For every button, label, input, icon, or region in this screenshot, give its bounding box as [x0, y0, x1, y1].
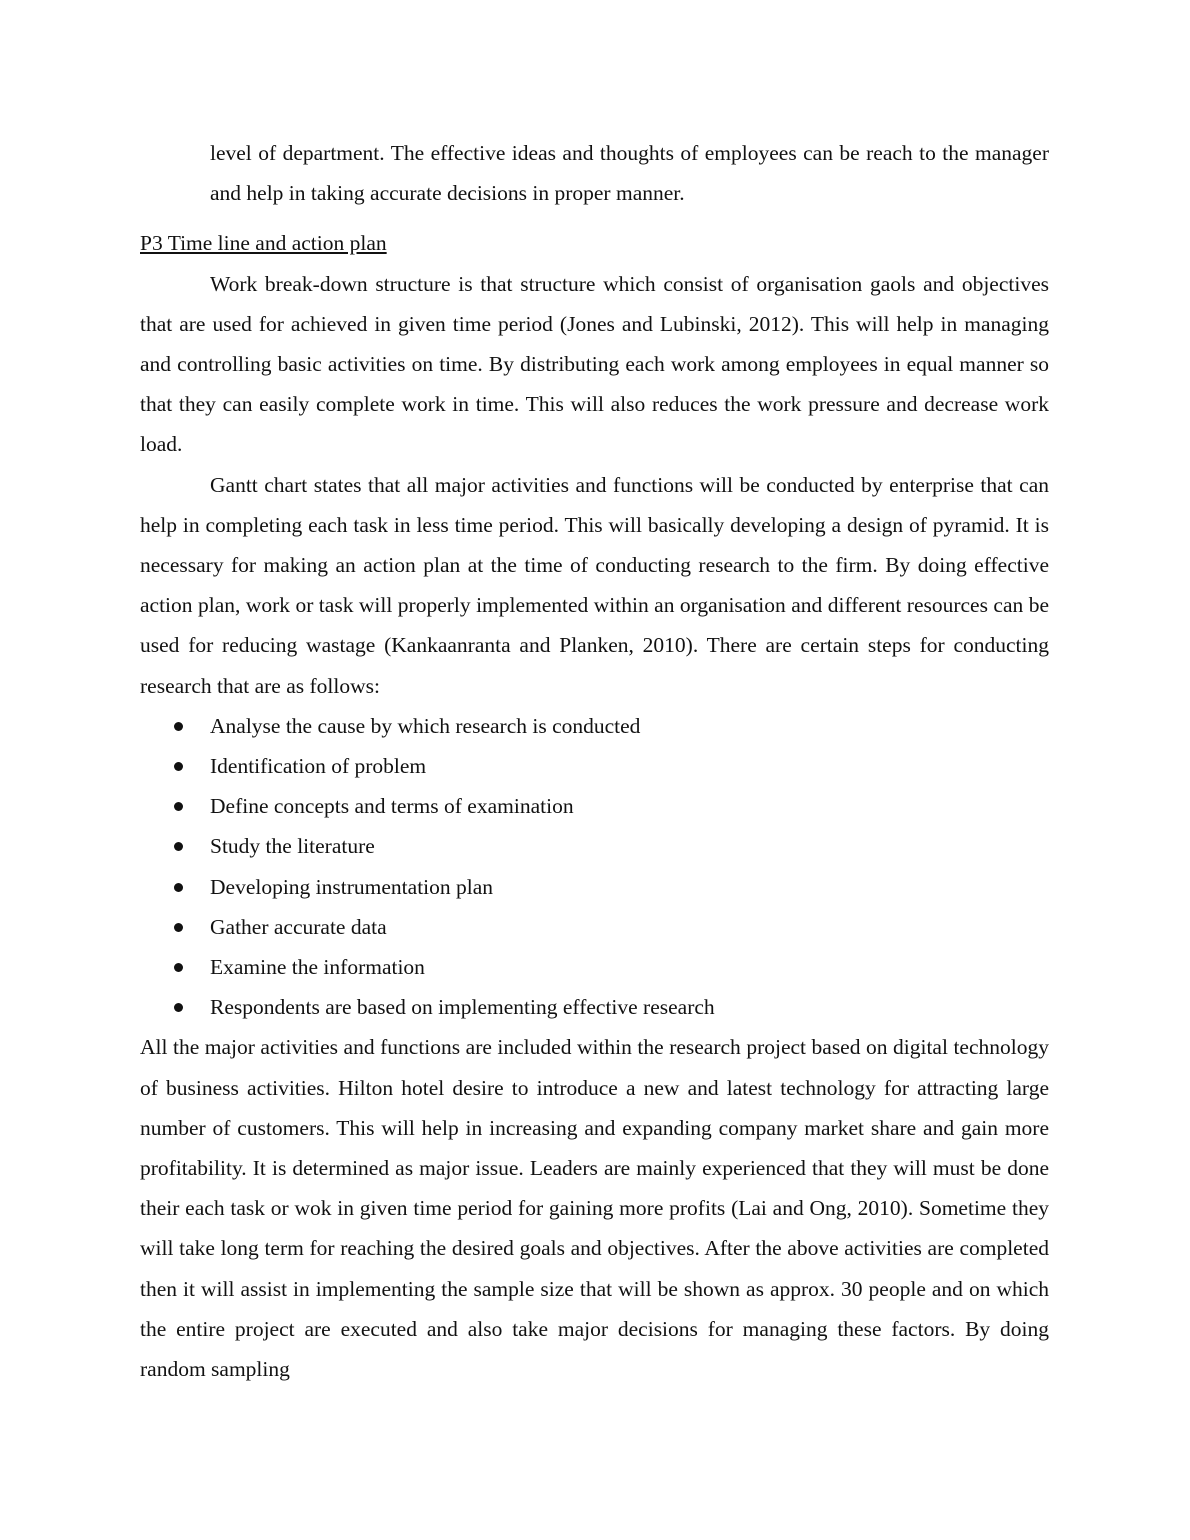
list-item-text: Respondents are based on implementing effective research	[210, 995, 715, 1020]
list-item-text: Study the literature	[210, 834, 375, 859]
wbs-paragraph: Work break-down structure is that structure which consist of organisation gaols and objectives that are used for achieved in given time period (Jones and Lubinski, 2012). This will help in managing and controlling basic activities on time. By distributing each work among employees in equal manner so that they can easily complete work in time. This will also reduces the work pressure and decrease work load.	[140, 271, 1049, 457]
bullet-icon	[174, 883, 183, 892]
list-item	[140, 706, 1049, 746]
bullet-icon	[174, 762, 183, 771]
document-page	[140, 133, 1049, 1389]
activities-paragraph: All the major activities and functions are included within the research project based on digital technology of business activities. Hilton hotel desire to introduce a new and latest technology for attracting large number of customers. This will help in increasing and expanding company market share and gain more profitability. It is determined as major issue. Leaders are mainly experienced that they will must be done their each task or wok in given time period for gaining more profits (Lai and Ong, 2010). Sometime they will take long term for reaching the desired goals and objectives. After the above activities are completed then it will assist in implementing the sample size that will be shown as approx. 30 people and on which the entire project are executed and also take major decisions for managing these factors. By doing random sampling	[140, 1035, 1049, 1382]
bullet-icon	[174, 1003, 183, 1012]
list-item-text: Developing instrumentation plan	[210, 874, 494, 899]
list-item-text: Identification of problem	[210, 754, 427, 779]
list-item-text: Examine the information	[210, 955, 425, 980]
list-item	[140, 987, 1049, 1027]
bullet-icon	[174, 802, 183, 811]
list-item	[140, 907, 1049, 947]
bullet-icon	[174, 722, 183, 731]
list-item	[140, 826, 1049, 866]
list-item-text: Analyse the cause by which research is conducted	[210, 713, 641, 738]
research-steps-list	[140, 706, 1049, 1028]
list-item	[140, 786, 1049, 826]
bullet-icon	[174, 963, 183, 972]
intro-paragraph: level of department. The effective ideas and thoughts of employees can be reach to the manager and help in taking accurate decisions in proper manner.	[210, 141, 1049, 206]
list-item-text: Gather accurate data	[210, 914, 387, 939]
bullet-icon	[174, 842, 183, 851]
bullet-icon	[174, 923, 183, 932]
gantt-paragraph: Gantt chart states that all major activities and functions will be conducted by enterprise that can help in completing each task in less time period. This will basically developing a design of pyramid. It is necessary for making an action plan at the time of conducting research to the firm. By doing effective action plan, work or task will properly implemented within an organisation and different resources can be used for reducing wastage (Kankaanranta and Planken, 2010). There are certain steps for conducting research that are as follows:	[140, 472, 1049, 698]
list-item-text: Define concepts and terms of examination	[210, 794, 574, 819]
list-item	[140, 947, 1049, 987]
list-item	[140, 746, 1049, 786]
section-heading: P3 Time line and action plan	[140, 231, 387, 256]
list-item	[140, 867, 1049, 907]
